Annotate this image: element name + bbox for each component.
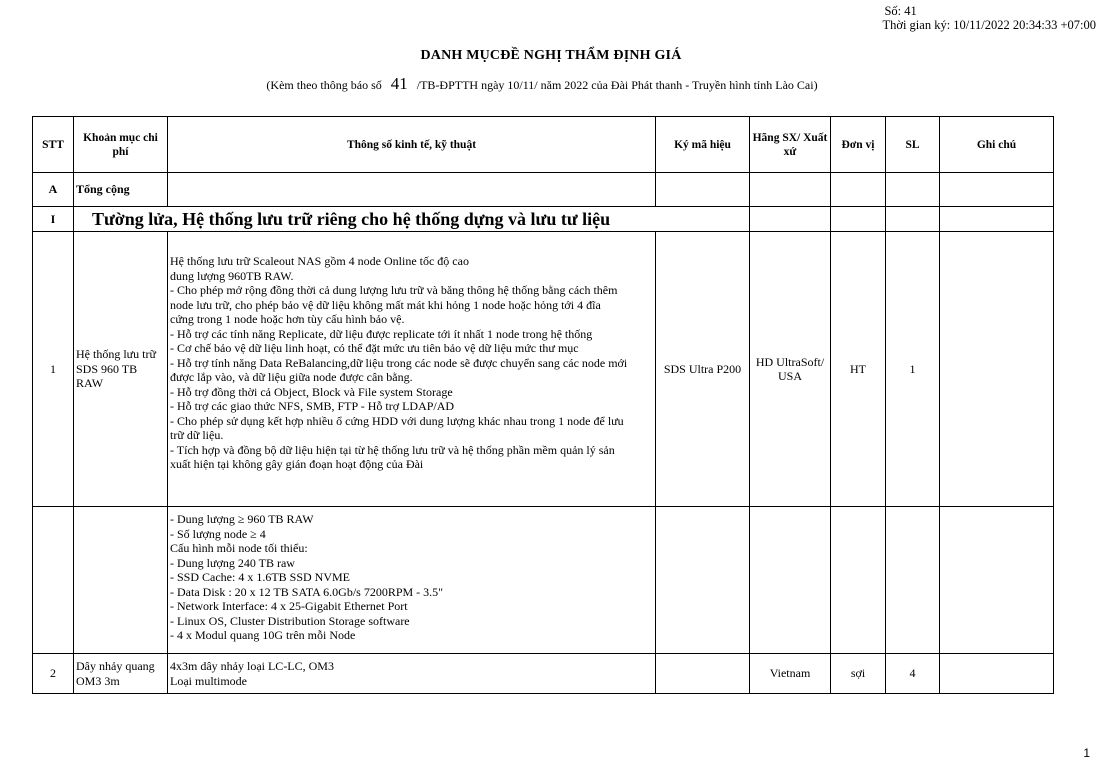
table-row-2 <box>33 654 1054 694</box>
spec-line: - Linux OS, Cluster Distribution Storage software <box>170 613 410 628</box>
row-1-ghi-chu <box>940 232 1054 507</box>
spec-line: - Dung lượng ≥ 960 TB RAW <box>170 512 314 526</box>
spec-line: - Cho phép mở rộng đồng thời cả dung lượng lưu trữ và băng thông hệ thống bằng cách thêm <box>170 283 618 297</box>
row-2-khoan-muc: Dây nhảy quang OM3 3m <box>74 654 168 694</box>
spec-line: - Hỗ trợ đồng thời cả Object, Block và File system Storage <box>170 384 453 399</box>
row-2-ghi-chu <box>940 654 1054 694</box>
signature-info <box>882 4 1096 32</box>
signing-time: Thời gian ký: 10/11/2022 20:34:33 +07:00 <box>882 18 1096 32</box>
header-khoan-muc: Khoản mục chi phí <box>74 117 168 173</box>
spec-line: 4x3m dây nhảy loại LC-LC, OM3 <box>170 659 334 673</box>
spec-line: - Hỗ trợ các tính năng Replicate, dữ liệu được replicate tới ít nhất 1 node trong hệ thống <box>170 326 593 341</box>
spec-line: - SSD Cache: 4 x 1.6TB SSD NVME <box>170 570 351 584</box>
subtitle-suffix: /TB-ĐPTTH ngày 10/11/ năm 2022 của Đài Phát thanh - Truyền hình tỉnh Lào Cai) <box>416 78 818 92</box>
header-thong-so: Thông số kinh tế, kỹ thuật <box>168 117 656 173</box>
page-title: DANH MỤCĐỀ NGHỊ THẨM ĐỊNH GIÁ <box>420 48 682 63</box>
header-hang-sx: Hãng SX/ Xuất xứ <box>750 117 831 173</box>
header-sl: SL <box>886 117 940 173</box>
spec-line: - Hỗ trợ các giao thức NFS, SMB, FTP - Hỗ trợ LDAP/AD <box>170 399 455 413</box>
header-ghi-chu: Ghi chú <box>940 117 1054 173</box>
spec-line: - Hỗ trợ tính năng Data ReBalancing,dữ liệu trong các node sẽ được chuyển sang các node mới <box>170 355 628 370</box>
spec-line: trữ dữ liệu. <box>170 428 224 442</box>
appraisal-table <box>32 116 1054 694</box>
row-1-spec <box>168 232 656 507</box>
row-1-stt: 1 <box>33 232 74 507</box>
table-row-1 <box>33 232 1054 507</box>
row-a-stt: A <box>33 173 74 207</box>
header-ky-ma-hieu: Ký mã hiệu <box>656 117 750 173</box>
spec-line: node lưu trữ, cho phép bảo vệ dữ liệu không mất mát khi hỏng 1 node hoặc hỏng tới 4 đĩa <box>170 297 601 312</box>
spec-line: - Network Interface: 4 x 25-Gigabit Ethernet Port <box>170 599 408 613</box>
header-stt: STT <box>33 117 74 173</box>
row-2-stt: 2 <box>33 654 74 694</box>
page-subtitle <box>0 74 1084 94</box>
subtitle-number: 41 <box>390 74 408 93</box>
spec-line: Hệ thống lưu trữ Scaleout NAS gồm 4 node Online tốc độ cao <box>170 254 469 268</box>
page-number: 1 <box>1083 746 1090 760</box>
spec-line: được lắp vào, và dữ liệu giữa node được cân bằng. <box>170 370 413 384</box>
table-row-a <box>33 173 1054 207</box>
row-i-label: Tường lửa, Hệ thống lưu trữ riêng cho hệ thống dựng và lưu tư liệu <box>74 207 750 232</box>
spec-line: - 4 x Modul quang 10G trên mỗi Node <box>170 628 356 642</box>
row-1-ky-ma-hieu: SDS Ultra P200 <box>656 232 750 507</box>
spec-line: - Số lượng node ≥ 4 <box>170 526 266 541</box>
row-1-don-vi: HT <box>831 232 886 507</box>
spec-line: dung lượng 960TB RAW. <box>170 268 294 283</box>
row-1-hang-sx: HD UltraSoft/ USA <box>750 232 831 507</box>
row-2-sl: 4 <box>886 654 940 694</box>
spec-line: - Data Disk : 20 x 12 TB SATA 6.0Gb/s 7200RPM - 3.5" <box>170 584 444 599</box>
spec-line: - Tích hợp và đồng bộ dữ liệu hiện tại từ hệ thống lưu trữ và hệ thống phần mềm quản lý sản <box>170 442 615 457</box>
spec-line: Loại multimode <box>170 673 247 688</box>
row-2-don-vi: sợi <box>831 654 886 694</box>
spec-line: - Cơ chế bảo vệ dữ liệu linh hoạt, có thể đặt mức ưu tiên bảo vệ dữ liệu mức thư mục <box>170 341 579 355</box>
row-1-khoan-muc: Hệ thống lưu trữ SDS 960 TB RAW <box>74 232 168 507</box>
row-2-ky-ma-hieu <box>656 654 750 694</box>
subtitle-prefix: (Kèm theo thông báo số <box>266 78 382 92</box>
spec-line: cứng trong 1 node hoặc hơn tùy cấu hình bảo vệ. <box>170 312 405 326</box>
row-1b-spec <box>168 507 656 654</box>
spec-line: xuất hiện tại không gây gián đoạn hoạt động của Đài <box>170 457 424 471</box>
row-a-label: Tổng cộng <box>74 173 168 207</box>
row-2-hang-sx: Vietnam <box>750 654 831 694</box>
spec-line: Cấu hình mỗi node tối thiểu: <box>170 541 308 555</box>
table-row-1b <box>33 507 1054 654</box>
spec-line: - Cho phép sử dụng kết hợp nhiều ổ cứng HDD với dung lượng khác nhau trong 1 node để lưu <box>170 413 624 428</box>
document-number: Số: 41 <box>884 4 917 18</box>
row-1-sl: 1 <box>886 232 940 507</box>
spec-line: - Dung lượng 240 TB raw <box>170 555 295 570</box>
row-i-stt: I <box>33 207 74 232</box>
table-row-i <box>33 207 1054 232</box>
header-don-vi: Đơn vị <box>831 117 886 173</box>
table-header-row <box>33 117 1054 173</box>
row-2-spec <box>168 654 656 694</box>
